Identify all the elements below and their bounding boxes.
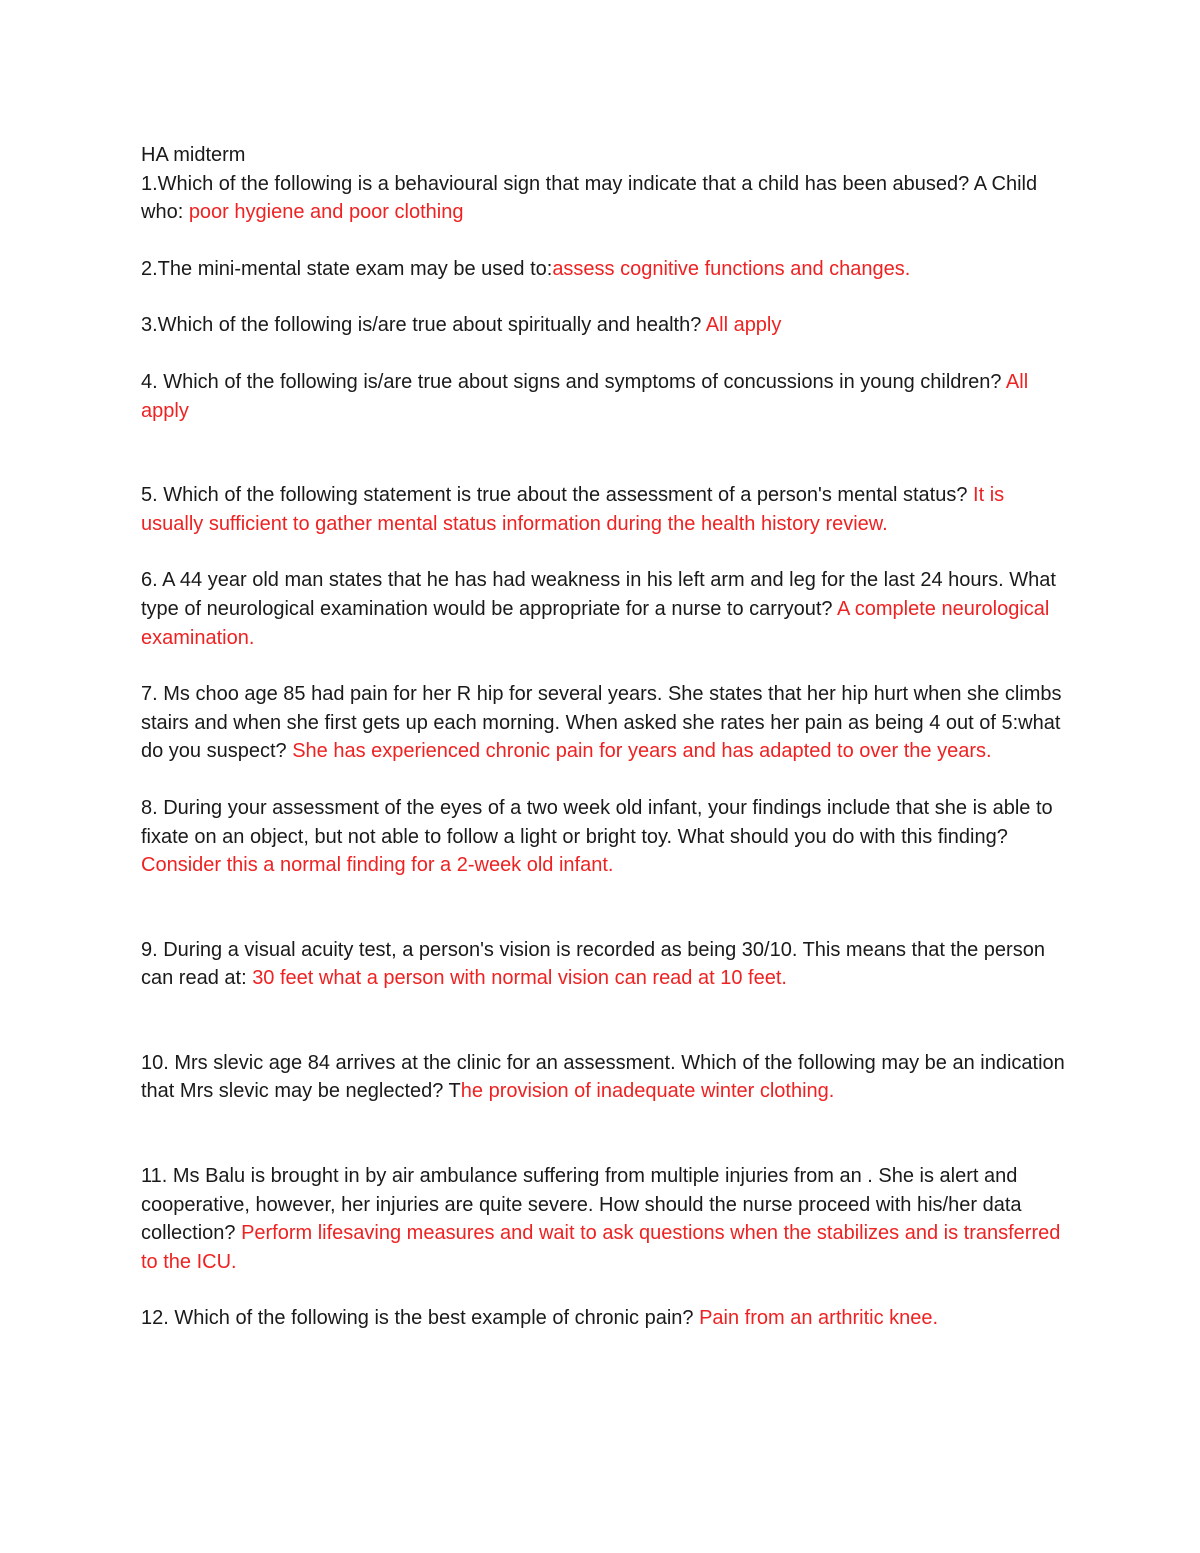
answer-text: 30 feet what a person with normal vision can read at 10 feet. bbox=[252, 967, 787, 990]
document-title: HA midterm bbox=[141, 144, 246, 166]
question-item bbox=[141, 311, 1066, 340]
answer-text: assess cognitive functions and changes. bbox=[552, 257, 911, 280]
question-item bbox=[141, 368, 1066, 425]
question-text: 9. During a visual acuity test, a person's vision is recorded as being 30/10. This means that the person can read at: bbox=[141, 938, 1045, 990]
question-item bbox=[141, 255, 1066, 284]
answer-text: poor hygiene and poor clothing bbox=[188, 201, 464, 224]
question-item bbox=[141, 1049, 1066, 1106]
question-text: 12. Which of the following is the best example of chronic pain? bbox=[141, 1307, 700, 1330]
question-item bbox=[141, 936, 1066, 993]
question-item bbox=[141, 680, 1066, 766]
question-text: 8. During your assessment of the eyes of a two week old infant, your findings include that she is able to fixate on an object, but not able to follow a light or bright toy. What should you do with this finding? bbox=[141, 796, 1053, 848]
question-item bbox=[141, 170, 1066, 227]
question-item bbox=[141, 566, 1066, 652]
question-item bbox=[141, 481, 1066, 538]
question-text: 3.Which of the following is/are true about spiritually and health? bbox=[141, 314, 706, 337]
question-text: 1.Which of the following is a behavioural sign that may indicate that a child has been abused? A Child who: bbox=[141, 172, 1038, 224]
question-text: 6. A 44 year old man states that he has had weakness in his left arm and leg for the last 24 hours. What type of neurological examination would be appropriate for a nurse to carryout? bbox=[141, 569, 1056, 620]
answer-text: All apply bbox=[705, 314, 782, 337]
answer-text: Perform lifesaving measures and wait to ask questions when the stabilizes and is transferred to the ICU. bbox=[141, 1222, 1061, 1273]
answer-text: he provision of inadequate winter clothing. bbox=[460, 1080, 835, 1103]
answer-text: Pain from an arthritic knee. bbox=[699, 1307, 939, 1330]
question-text: 7. Ms choo age 85 had pain for her R hip for several years. She states that her hip hurt when she climbs stairs and when she first gets up each morning. When asked she rates her pain as being 4 out of 5:what do you suspect? bbox=[141, 683, 1062, 763]
question-item bbox=[141, 1162, 1066, 1276]
answer-text: It is usually sufficient to gather mental status information during the health history review. bbox=[141, 484, 1005, 535]
question-text: 4. Which of the following is/are true about signs and symptoms of concussions in young children? bbox=[141, 370, 1006, 393]
answer-text: Consider this a normal finding for a 2-week old infant. bbox=[141, 854, 614, 877]
answer-text: She has experienced chronic pain for years and has adapted to over the years. bbox=[292, 740, 992, 763]
question-text: 2.The mini-mental state exam may be used to: bbox=[141, 257, 553, 280]
answer-text: All apply bbox=[141, 370, 1029, 422]
question-text: 11. Ms Balu is brought in by air ambulance suffering from multiple injuries from an . She is alert and cooperative, however, her injuries are quite severe. How should the nurse proceed with his/her data collection? bbox=[141, 1165, 1022, 1245]
document-page bbox=[141, 141, 1066, 1333]
question-item bbox=[141, 794, 1066, 880]
answer-text: A complete neurological examination. bbox=[141, 597, 1050, 649]
question-item bbox=[141, 1304, 1066, 1333]
question-text: 10. Mrs slevic age 84 arrives at the clinic for an assessment. Which of the following may be an indication that Mrs slevic may be neglected? T bbox=[141, 1051, 1065, 1103]
question-text: 5. Which of the following statement is true about the assessment of a person's mental status? bbox=[141, 484, 974, 507]
